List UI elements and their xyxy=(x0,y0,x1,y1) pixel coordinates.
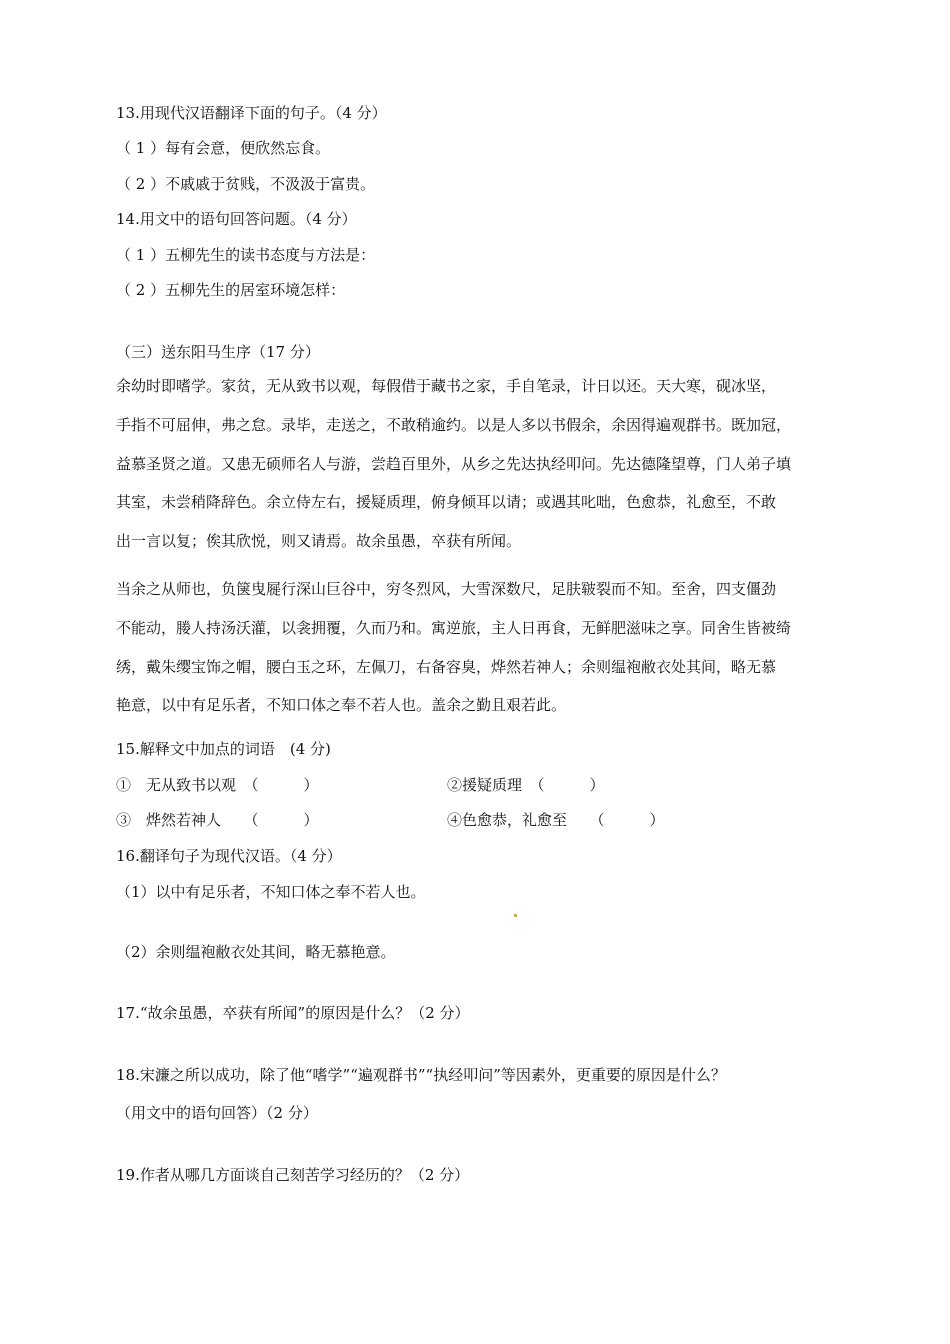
passage-line: 不能动，媵人持汤沃灌，以衾拥覆，久而乃和。寓逆旅，主人日再食，无鲜肥滋味之享。同舍生皆被绮 xyxy=(116,618,792,637)
q19-title: 19.作者从哪几方面谈自己刻苦学习经历的？（2 分） xyxy=(116,1166,470,1184)
passage-line: 出一言以复；俟其欣悦，则又请焉。故余虽愚，卒获有所闻。 xyxy=(116,532,522,551)
passage-line: 手指不可屈伸，弗之怠。录毕，走送之，不敢稍逾约。以是人多以书假余，余因得遍观群书。既加冠， xyxy=(116,415,792,434)
passage-paragraph-1 xyxy=(116,367,876,561)
q15-item-3: ③ 烨然若神人 （ ） xyxy=(116,811,319,829)
q16-title: 16.翻译句子为现代汉语。（4 分） xyxy=(116,847,342,865)
q15-item-2: ②援疑质理 （ ） xyxy=(447,776,605,794)
passage-line: 余幼时即嗜学。家贫，无从致书以观，每假借于藏书之家，手自笔录，计日以还。天大寒，砚冰坚， xyxy=(116,377,777,395)
q14-item-2: （ 2 ）五柳先生的居室环境怎样： xyxy=(116,281,346,299)
q15-title: 15.解释文中加点的词语 (4 分) xyxy=(116,740,331,758)
q14-item-1: （ 1 ）五柳先生的读书态度与方法是： xyxy=(116,246,376,264)
q18-note: （用文中的语句回答）（2 分） xyxy=(116,1104,318,1122)
q15-item-4: ④色愈恭，礼愈至 （ ） xyxy=(447,811,665,829)
passage-line: 绣，戴朱缨宝饰之帽，腰白玉之环，左佩刀，右备容臭，烨然若神人；余则缊袍敝衣处其间，略无慕 xyxy=(116,657,777,676)
passage-line: 其室，未尝稍降辞色。余立侍左右，援疑质理，俯身倾耳以请；或遇其叱咄，色愈恭，礼愈至，不敢 xyxy=(116,493,777,512)
q14-title: 14.用文中的语句回答问题。（4 分） xyxy=(116,210,357,228)
q18-title: 18.宋濂之所以成功，除了他“嗜学”“遍观群书”“执经叩问”等因素外，更重要的原因是什么？ xyxy=(116,1066,726,1084)
q16-item-1: （1）以中有足乐者，不知口体之奉不若人也。 xyxy=(116,883,426,901)
passage-line: 艳意，以中有足乐者，不知口体之奉不若人也。盖余之勤且艰若此。 xyxy=(116,696,567,715)
q16-item-2: （2）余则缊袍敝衣处其间，略无慕艳意。 xyxy=(116,943,396,961)
passage-paragraph-2 xyxy=(116,570,876,725)
passage-line: 当余之从师也，负箧曳屣行深山巨谷中，穷冬烈风，大雪深数尺，足肤皲裂而不知。至舍，四支僵劲 xyxy=(116,580,777,598)
q13-item-2: （ 2 ）不戚戚于贫贱，不汲汲于富贵。 xyxy=(116,175,376,193)
q17-title: 17.“故余虽愚，卒获有所闻”的原因是什么？（2 分） xyxy=(116,1004,470,1022)
q13-item-1: （ 1 ）每有会意，便欣然忘食。 xyxy=(116,139,331,157)
q15-item-1: ① 无从致书以观 （ ） xyxy=(116,776,319,794)
section3-heading: （三）送东阳马生序（17 分） xyxy=(116,343,320,361)
speck-mark xyxy=(514,914,517,917)
passage-line: 益慕圣贤之道。又患无硕师名人与游，尝趋百里外，从乡之先达执经叩问。先达德隆望尊，门人弟子填 xyxy=(116,454,792,473)
q13-title: 13.用现代汉语翻译下面的句子。（4 分） xyxy=(116,104,387,122)
